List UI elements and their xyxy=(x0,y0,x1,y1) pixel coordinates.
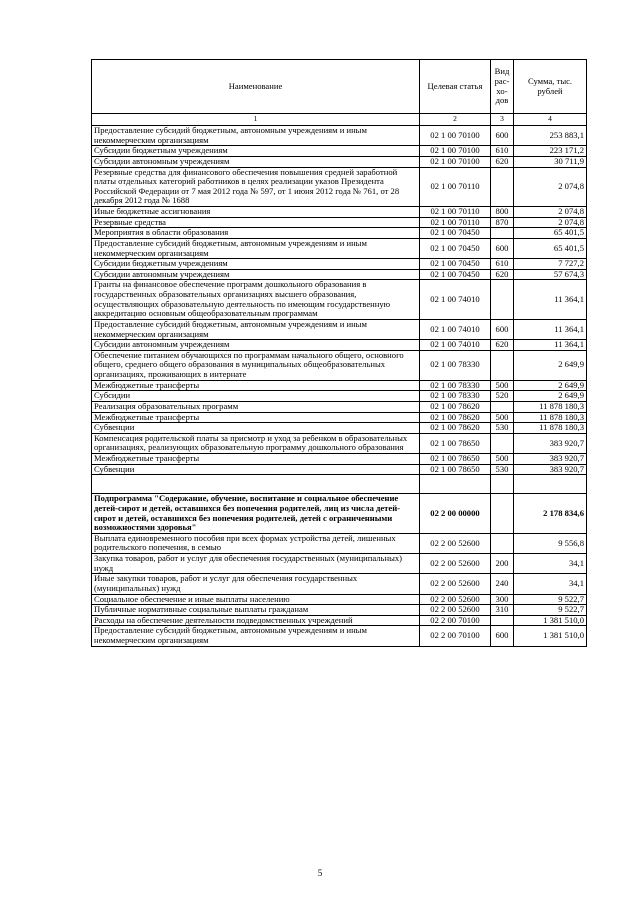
row-name: Субсидии бюджетным учреждениям xyxy=(92,146,420,157)
row-vid: 870 xyxy=(491,217,514,228)
row-sum: 11 364,1 xyxy=(514,280,587,320)
row-code: 02 1 00 78650 xyxy=(420,464,491,475)
row-name: Мероприятия в области образования xyxy=(92,228,420,239)
table-body-subprogram xyxy=(92,475,587,534)
table-row xyxy=(92,554,587,574)
table-row xyxy=(92,319,587,339)
row-code: 02 2 00 70100 xyxy=(420,615,491,626)
row-name: Межбюджетные трансферты xyxy=(92,412,420,423)
row-sum: 11 364,1 xyxy=(514,340,587,351)
row-code: 02 1 00 70450 xyxy=(420,238,491,258)
row-sum: 34,1 xyxy=(514,574,587,594)
table-row xyxy=(92,433,587,453)
row-sum: 223 171,2 xyxy=(514,146,587,157)
table-row xyxy=(92,156,587,167)
row-sum: 1 381 510,0 xyxy=(514,626,587,646)
row-name: Субвенции xyxy=(92,423,420,434)
row-name: Резервные средства для финансового обеспечения повышения средней заработной платы отдельных категорий работников в целях реализации указов Президента Российской Федерации от 7 мая 2012 года № 597, от 1 июня 2012 года № 761, от 28 декабря 2012 года № 1688 xyxy=(92,167,420,207)
row-code: 02 1 00 70450 xyxy=(420,269,491,280)
table-row xyxy=(92,280,587,320)
row-sum: 11 364,1 xyxy=(514,319,587,339)
table-row xyxy=(92,626,587,646)
table-row xyxy=(92,391,587,402)
table-row xyxy=(92,207,587,218)
table-row xyxy=(92,167,587,207)
row-code: 02 1 00 70100 xyxy=(420,146,491,157)
row-sum: 65 401,5 xyxy=(514,238,587,258)
page-number: 5 xyxy=(317,868,323,878)
row-sum: 11 878 180,3 xyxy=(514,401,587,412)
row-vid: 300 xyxy=(491,594,514,605)
row-name: Предоставление субсидий бюджетным, автономным учреждениям и иным некоммерческим организациям xyxy=(92,319,420,339)
row-name: Закупка товаров, работ и услуг для обеспечения государственных (муниципальных) нужд xyxy=(92,554,420,574)
row-sum: 30 711,9 xyxy=(514,156,587,167)
row-sum: 9 556,8 xyxy=(514,533,587,553)
table-row xyxy=(92,574,587,594)
row-sum: 253 883,1 xyxy=(514,126,587,146)
table-header-row xyxy=(92,60,587,114)
row-vid xyxy=(491,350,514,380)
row-vid: 620 xyxy=(491,340,514,351)
row-code: 02 2 00 52600 xyxy=(420,605,491,616)
row-code: 02 1 00 70110 xyxy=(420,217,491,228)
table-row xyxy=(92,259,587,270)
row-sum: 34,1 xyxy=(514,554,587,574)
colnum-2: 2 xyxy=(420,114,491,126)
row-name: Обеспечение питанием обучающихся по программам начального общего, основного общего, среднего общего образования в муниципальных общеобразовательных организациях, проживающих в интернате xyxy=(92,350,420,380)
row-name: Субсидии автономным учреждениям xyxy=(92,340,420,351)
column-numbers-row xyxy=(92,114,587,126)
row-vid: 500 xyxy=(491,412,514,423)
row-code: 02 1 00 70110 xyxy=(420,207,491,218)
row-vid: 200 xyxy=(491,554,514,574)
row-code: 02 1 00 78620 xyxy=(420,423,491,434)
row-code: 02 1 00 78330 xyxy=(420,350,491,380)
spacer-cell xyxy=(514,475,587,494)
header-vid: Вид рас-хо-дов xyxy=(491,60,514,114)
row-vid xyxy=(491,228,514,239)
row-vid xyxy=(491,533,514,553)
row-name: Предоставление субсидий бюджетным, автономным учреждениям и иным некоммерческим организациям xyxy=(92,126,420,146)
row-vid: 600 xyxy=(491,626,514,646)
row-code: 02 1 00 74010 xyxy=(420,340,491,351)
row-name: Резервные средства xyxy=(92,217,420,228)
row-vid: 620 xyxy=(491,156,514,167)
row-sum: 2 649,9 xyxy=(514,391,587,402)
row-code: 02 2 00 52600 xyxy=(420,533,491,553)
table-row xyxy=(92,126,587,146)
subprogram-name: Подпрограмма "Содержание, обучение, воспитание и социальное обеспечение детей-сирот и детей, оставшихся без попечения родителей, лиц из числа детей-сирот и детей, оставшихся без попечения родителей, детей с ограниченными возможностями здоровья" xyxy=(92,494,420,534)
row-vid: 530 xyxy=(491,423,514,434)
row-sum: 383 920,7 xyxy=(514,433,587,453)
row-sum: 383 920,7 xyxy=(514,454,587,465)
row-code: 02 1 00 70100 xyxy=(420,156,491,167)
row-sum: 9 522,7 xyxy=(514,605,587,616)
row-vid xyxy=(491,401,514,412)
row-sum: 57 674,3 xyxy=(514,269,587,280)
header-sum: Сумма, тыс. рублей xyxy=(514,60,587,114)
row-name: Субсидии xyxy=(92,391,420,402)
row-code: 02 1 00 78620 xyxy=(420,401,491,412)
row-code: 02 1 00 78650 xyxy=(420,454,491,465)
row-sum: 2 074,8 xyxy=(514,167,587,207)
table-row xyxy=(92,594,587,605)
table-row xyxy=(92,605,587,616)
row-sum: 2 074,8 xyxy=(514,217,587,228)
row-vid: 240 xyxy=(491,574,514,594)
table-row xyxy=(92,350,587,380)
row-name: Межбюджетные трансферты xyxy=(92,380,420,391)
spacer-cell xyxy=(420,475,491,494)
row-code: 02 2 00 52600 xyxy=(420,574,491,594)
table-row xyxy=(92,412,587,423)
row-name: Гранты на финансовое обеспечение программ дошкольного образования в государственных образовательных организациях высшего образования, осуществляющих образовательную деятельность по имеющим государственную аккредитацию основным общеобразовательным программам xyxy=(92,280,420,320)
table-row xyxy=(92,401,587,412)
row-sum: 2 649,9 xyxy=(514,350,587,380)
row-sum: 383 920,7 xyxy=(514,464,587,475)
row-code: 02 1 00 70100 xyxy=(420,126,491,146)
spacer-row xyxy=(92,475,587,494)
row-vid xyxy=(491,433,514,453)
row-code: 02 1 00 70110 xyxy=(420,167,491,207)
subprogram-vid xyxy=(491,494,514,534)
table-row xyxy=(92,615,587,626)
row-sum: 9 522,7 xyxy=(514,594,587,605)
row-vid: 610 xyxy=(491,146,514,157)
table-row xyxy=(92,423,587,434)
colnum-4: 4 xyxy=(514,114,587,126)
row-vid: 310 xyxy=(491,605,514,616)
table-row xyxy=(92,238,587,258)
row-code: 02 1 00 78620 xyxy=(420,412,491,423)
row-code: 02 1 00 78330 xyxy=(420,391,491,402)
subprogram-code: 02 2 00 00000 xyxy=(420,494,491,534)
row-vid: 600 xyxy=(491,319,514,339)
row-code: 02 1 00 78330 xyxy=(420,380,491,391)
row-code: 02 1 00 70450 xyxy=(420,259,491,270)
row-vid xyxy=(491,280,514,320)
table-body-main xyxy=(92,126,587,475)
row-name: Выплата единовременного пособия при всех формах устройства детей, лишенных родительского попечения, в семью xyxy=(92,533,420,553)
row-name: Социальное обеспечение и иные выплаты населению xyxy=(92,594,420,605)
table-row xyxy=(92,380,587,391)
row-vid: 520 xyxy=(491,391,514,402)
row-name: Субсидии автономным учреждениям xyxy=(92,269,420,280)
row-name: Иные бюджетные ассигнования xyxy=(92,207,420,218)
table-row xyxy=(92,146,587,157)
row-name: Компенсация родительской платы за присмотр и уход за ребенком в образовательных организациях, реализующих образовательную программу дошкольного образования xyxy=(92,433,420,453)
table-row xyxy=(92,228,587,239)
row-sum: 65 401,5 xyxy=(514,228,587,239)
row-name: Иные закупки товаров, работ и услуг для обеспечения государственных (муниципальных) нужд xyxy=(92,574,420,594)
colnum-3: 3 xyxy=(491,114,514,126)
subprogram-sum: 2 178 834,6 xyxy=(514,494,587,534)
row-sum: 11 878 180,3 xyxy=(514,423,587,434)
row-name: Субсидии автономным учреждениям xyxy=(92,156,420,167)
subprogram-row xyxy=(92,494,587,534)
row-name: Расходы на обеспечение деятельности подведомственных учреждений xyxy=(92,615,420,626)
row-vid xyxy=(491,615,514,626)
row-vid: 500 xyxy=(491,454,514,465)
colnum-1: 1 xyxy=(92,114,420,126)
row-vid: 500 xyxy=(491,380,514,391)
row-vid: 600 xyxy=(491,126,514,146)
budget-table xyxy=(91,59,587,647)
row-name: Реализация образовательных программ xyxy=(92,401,420,412)
table-row xyxy=(92,340,587,351)
header-name: Наименование xyxy=(92,60,420,114)
row-name: Предоставление субсидий бюджетным, автономным учреждениям и иным некоммерческим организациям xyxy=(92,238,420,258)
row-code: 02 2 00 52600 xyxy=(420,554,491,574)
row-name: Субсидии бюджетным учреждениям xyxy=(92,259,420,270)
row-sum: 11 878 180,3 xyxy=(514,412,587,423)
table-row xyxy=(92,464,587,475)
header-code: Целевая статья xyxy=(420,60,491,114)
row-vid: 600 xyxy=(491,238,514,258)
row-vid: 620 xyxy=(491,269,514,280)
row-vid: 800 xyxy=(491,207,514,218)
row-sum: 7 727,2 xyxy=(514,259,587,270)
table-row xyxy=(92,533,587,553)
spacer-cell xyxy=(92,475,420,494)
table-row xyxy=(92,454,587,465)
row-code: 02 1 00 74010 xyxy=(420,319,491,339)
row-code: 02 1 00 70450 xyxy=(420,228,491,239)
row-code: 02 1 00 74010 xyxy=(420,280,491,320)
row-code: 02 2 00 70100 xyxy=(420,626,491,646)
row-name: Межбюджетные трансферты xyxy=(92,454,420,465)
row-name: Публичные нормативные социальные выплаты гражданам xyxy=(92,605,420,616)
row-sum: 2 074,8 xyxy=(514,207,587,218)
row-vid: 530 xyxy=(491,464,514,475)
row-vid xyxy=(491,167,514,207)
row-vid: 610 xyxy=(491,259,514,270)
row-code: 02 1 00 78650 xyxy=(420,433,491,453)
row-name: Субвенции xyxy=(92,464,420,475)
table-body-secondary xyxy=(92,533,587,646)
table-row xyxy=(92,269,587,280)
row-name: Предоставление субсидий бюджетным, автономным учреждениям и иным некоммерческим организациям xyxy=(92,626,420,646)
row-code: 02 2 00 52600 xyxy=(420,594,491,605)
row-sum: 2 649,9 xyxy=(514,380,587,391)
row-sum: 1 381 510,0 xyxy=(514,615,587,626)
table-row xyxy=(92,217,587,228)
spacer-cell xyxy=(491,475,514,494)
